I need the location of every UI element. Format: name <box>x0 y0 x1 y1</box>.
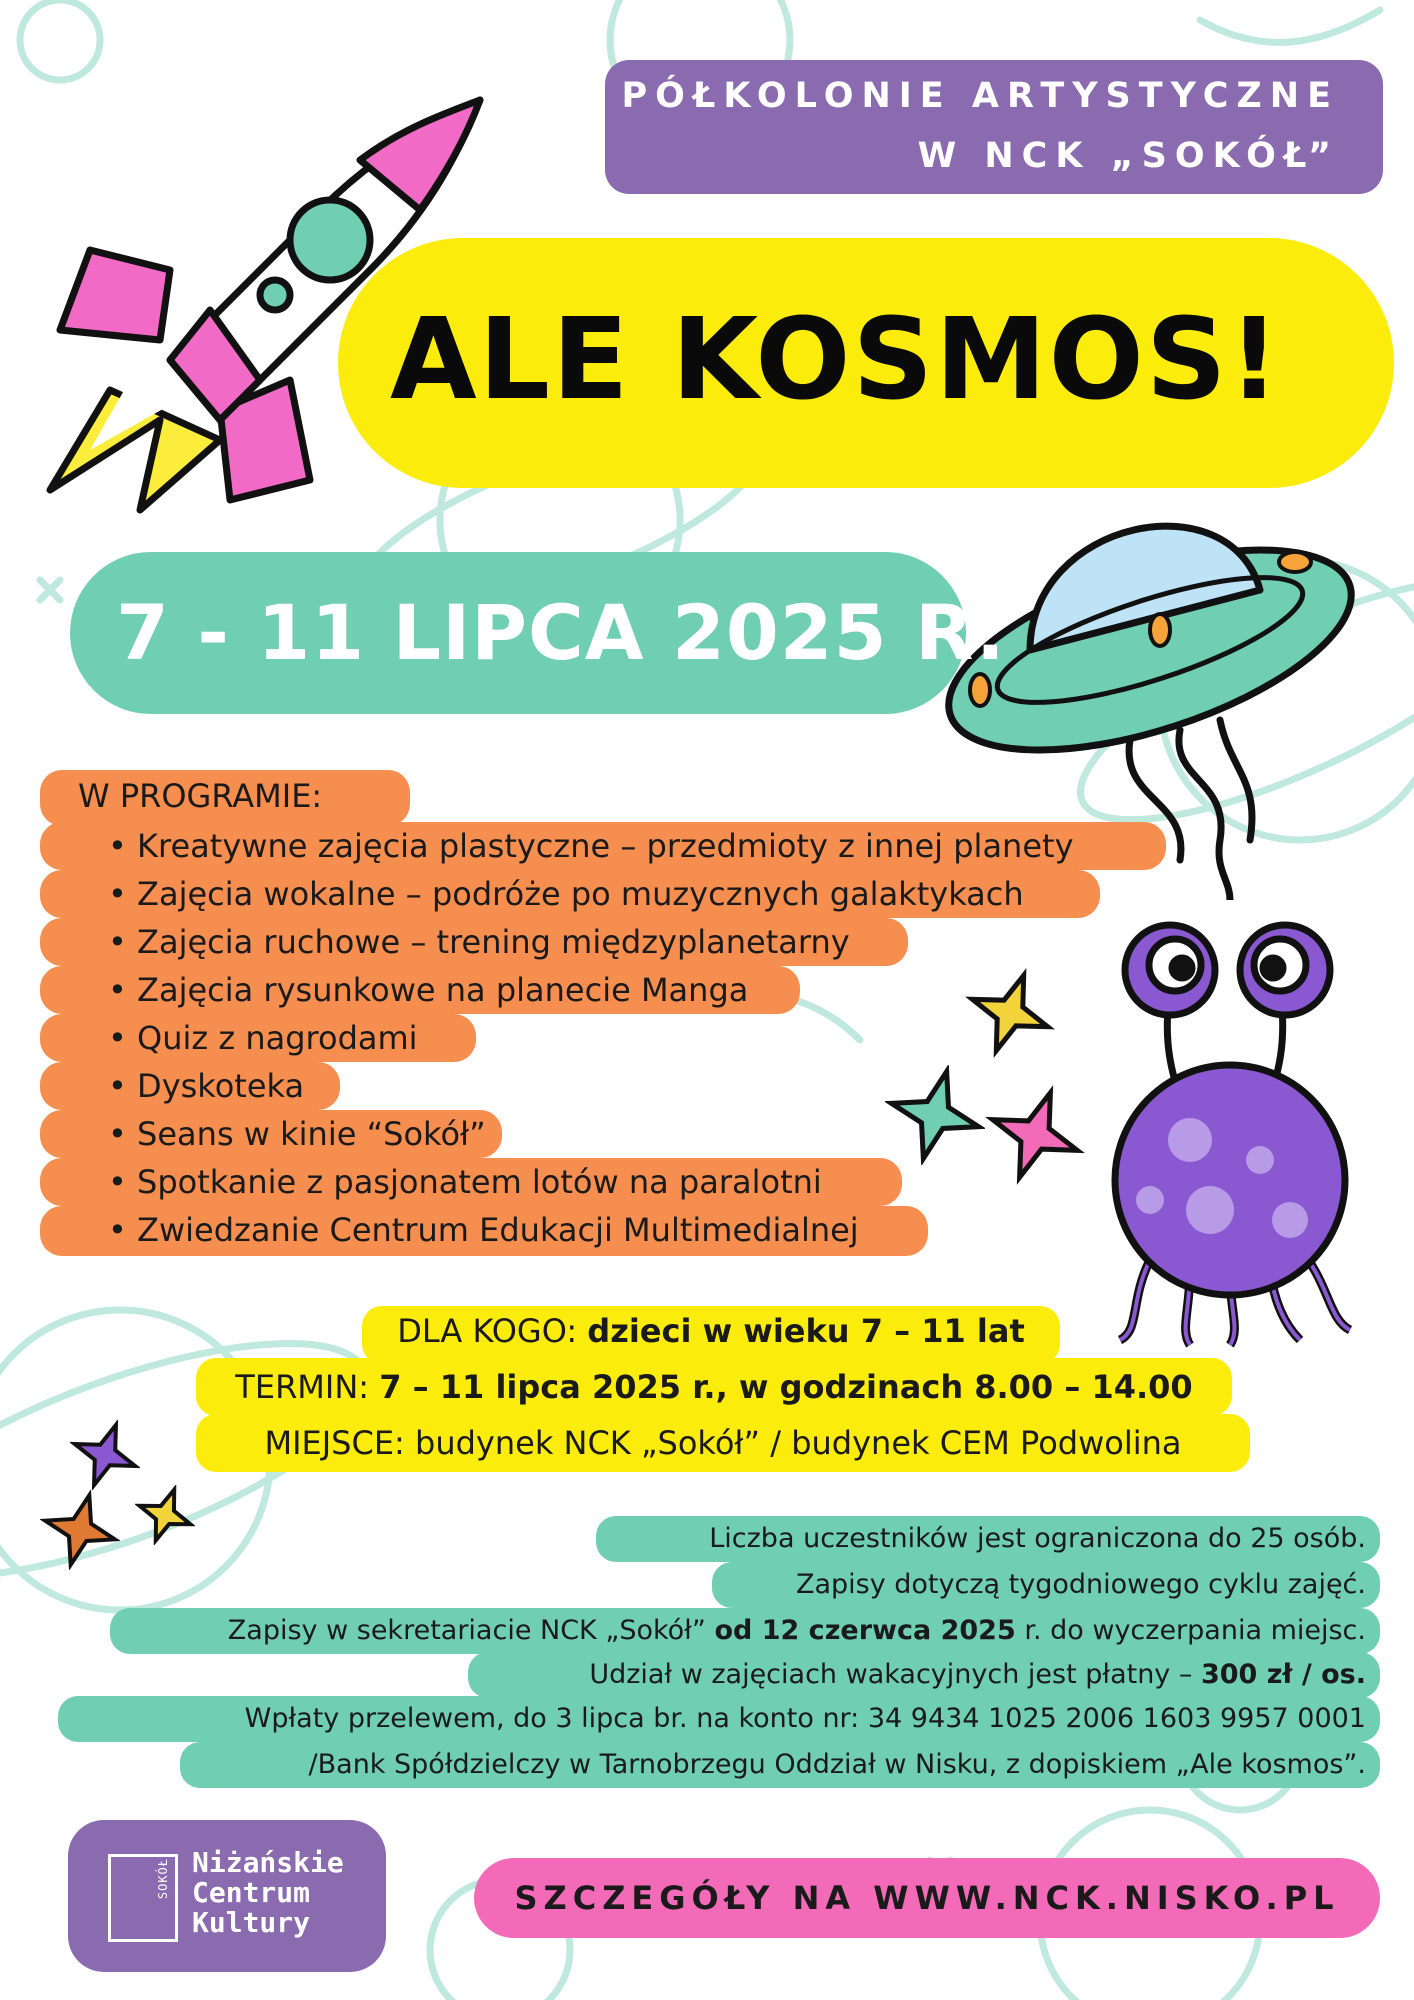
list-item: • Zajęcia ruchowe – trening międzyplanetarny <box>108 923 850 961</box>
info-term: TERMIN: 7 – 11 lipca 2025 r., w godzinach 8.00 – 14.00 <box>235 1368 1193 1406</box>
list-item: • Quiz z nagrodami <box>108 1019 418 1057</box>
page-title: ALE KOSMOS! <box>390 295 1282 425</box>
header-line-1: PÓŁKOLONIE ARTYSTYCZNE <box>621 76 1339 116</box>
logo <box>68 1820 386 1972</box>
note-line: Udział w zajęciach wakacyjnych jest płatny – 300 zł / os. <box>589 1659 1366 1690</box>
note-line: Liczba uczestników jest ograniczona do 25 osób. <box>709 1523 1366 1554</box>
header-badge <box>605 60 1383 194</box>
star-icon <box>885 1065 985 1165</box>
star-icon <box>40 1490 120 1570</box>
note-line: /Bank Spółdzielczy w Tarnobrzegu Oddział w Nisku, z dopiskiem „Ale kosmos”. <box>308 1749 1366 1780</box>
list-item: • Zajęcia rysunkowe na planecie Manga <box>108 971 749 1009</box>
info-audience: DLA KOGO: dzieci w wieku 7 – 11 lat <box>397 1312 1025 1350</box>
star-icon <box>985 1085 1085 1185</box>
list-item: • Dyskoteka <box>108 1067 305 1105</box>
list-item: • Spotkanie z pasjonatem lotów na paralotni <box>108 1163 822 1201</box>
logo-line-1: Niżańskie <box>192 1846 344 1879</box>
logo-line-3: Kultury <box>192 1906 311 1939</box>
list-item: • Zajęcia wokalne – podróże po muzycznych galaktykach <box>108 875 1024 913</box>
note-line: Zapisy w sekretariacie NCK „Sokół” od 12 czerwca 2025 r. do wyczerpania miejsc. <box>227 1615 1366 1646</box>
note-line: Zapisy dotyczą tygodniowego cyklu zajęć. <box>795 1569 1366 1600</box>
list-item: • Seans w kinie “Sokół” <box>108 1115 486 1153</box>
logo-line-2: Centrum <box>192 1876 311 1909</box>
logo-frame-label: SOKÓŁ <box>156 1858 170 1900</box>
note-line: Wpłaty przelewem, do 3 lipca br. na konto nr: 34 9434 1025 2006 1603 9957 0001 <box>244 1703 1366 1734</box>
footer-website[interactable]: SZCZEGÓŁY NA WWW.NCK.NISKO.PL <box>474 1858 1380 1938</box>
star-icon <box>70 1420 140 1490</box>
star-icon <box>965 968 1055 1058</box>
info-place: MIEJSCE: budynek NCK „Sokół” / budynek CEM Podwolina <box>264 1424 1182 1462</box>
alien-icon <box>1090 910 1380 1350</box>
program-heading: W PROGRAMIE: <box>78 777 323 815</box>
star-icon <box>135 1485 195 1545</box>
list-item: • Kreatywne zajęcia plastyczne – przedmioty z innej planety <box>108 827 1074 865</box>
list-item: • Zwiedzanie Centrum Edukacji Multimedialnej <box>108 1211 859 1249</box>
header-line-2: W NCK „SOKÓŁ” <box>917 136 1339 176</box>
date-banner: 7 - 11 LIPCA 2025 R. <box>70 552 966 714</box>
